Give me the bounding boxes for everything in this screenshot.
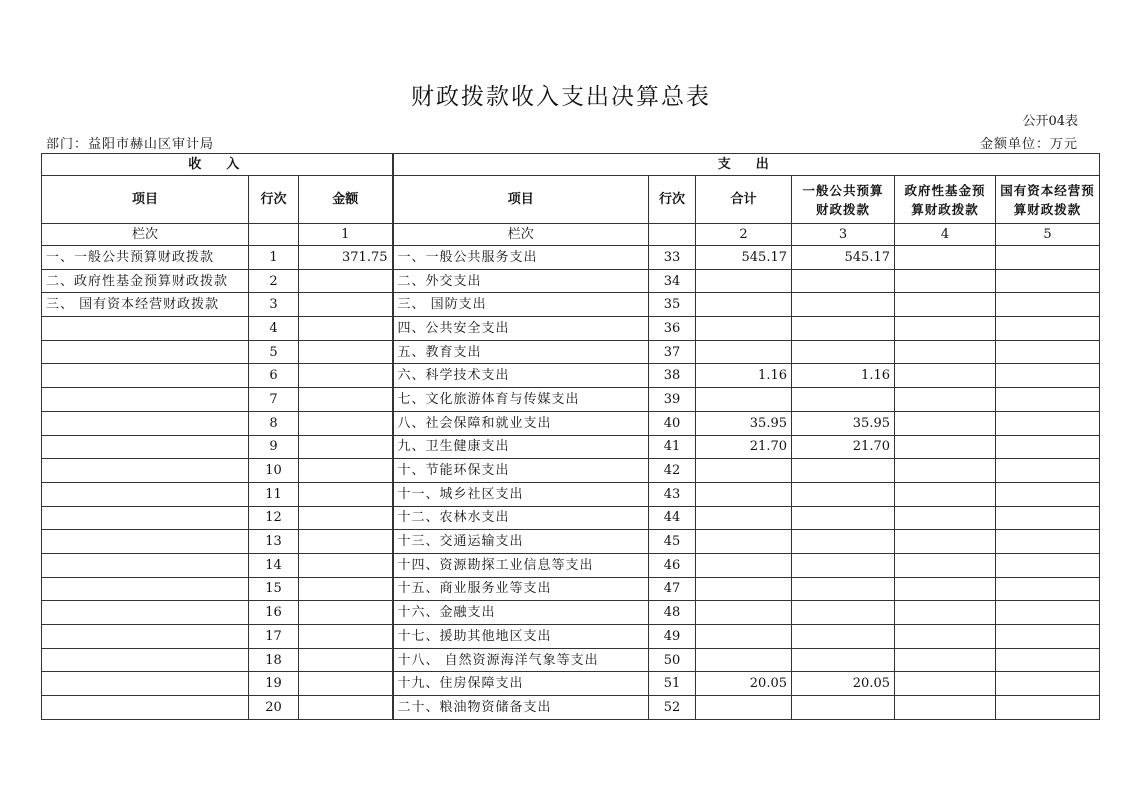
table-row (42, 459, 1100, 483)
general-budget-cell (792, 317, 895, 341)
expense-item-cell: 二十、粮油物资储备支出 (393, 696, 649, 720)
income-amount-cell (299, 340, 393, 364)
income-item-cell: 一、一般公共预算财政拨款 (42, 246, 249, 270)
income-line-cell: 5 (249, 340, 299, 364)
gov-fund-cell (895, 364, 996, 388)
expense-line-cell: 52 (649, 696, 696, 720)
expense-line-cell: 40 (649, 411, 696, 435)
income-item-cell (42, 577, 249, 601)
total-cell (696, 388, 792, 412)
general-budget-cell: 1.16 (792, 364, 895, 388)
state-capital-header: 国有资本经营预算财政拨款 (996, 176, 1100, 224)
income-line-cell: 14 (249, 553, 299, 577)
income-amount-cell: 371.75 (299, 246, 393, 270)
column-number-5: 5 (996, 224, 1100, 246)
general-budget-cell (792, 459, 895, 483)
table-row (42, 577, 1100, 601)
income-line-cell: 20 (249, 696, 299, 720)
income-line-cell: 6 (249, 364, 299, 388)
general-budget-cell (792, 553, 895, 577)
expense-item-cell: 二、外交支出 (393, 269, 649, 293)
table-row (42, 696, 1100, 720)
total-cell (696, 553, 792, 577)
total-cell (696, 577, 792, 601)
total-cell: 21.70 (696, 435, 792, 459)
expense-line-cell: 50 (649, 648, 696, 672)
gov-fund-cell (895, 648, 996, 672)
income-item-cell (42, 411, 249, 435)
expense-item-cell: 四、公共安全支出 (393, 317, 649, 341)
income-item-cell (42, 601, 249, 625)
expense-item-cell: 一、一般公共服务支出 (393, 246, 649, 270)
state-capital-cell (996, 482, 1100, 506)
income-line-cell: 17 (249, 625, 299, 649)
column-number-4: 4 (895, 224, 996, 246)
gov-fund-cell (895, 459, 996, 483)
general-budget-header: 一般公共预算财政拨款 (792, 176, 895, 224)
table-row (42, 435, 1100, 459)
total-cell: 35.95 (696, 411, 792, 435)
income-line-cell: 13 (249, 530, 299, 554)
expense-line-cell: 36 (649, 317, 696, 341)
state-capital-cell (996, 269, 1100, 293)
income-item-cell (42, 388, 249, 412)
income-line-cell: 19 (249, 672, 299, 696)
table-row (42, 648, 1100, 672)
general-budget-cell (792, 625, 895, 649)
table-row (42, 601, 1100, 625)
table-row (42, 553, 1100, 577)
income-amount-cell (299, 553, 393, 577)
expense-line-cell: 47 (649, 577, 696, 601)
table-row (42, 269, 1100, 293)
general-budget-cell: 545.17 (792, 246, 895, 270)
general-budget-cell: 35.95 (792, 411, 895, 435)
table-row (42, 411, 1100, 435)
table-row (42, 672, 1100, 696)
expense-item-cell: 九、卫生健康支出 (393, 435, 649, 459)
state-capital-cell (996, 672, 1100, 696)
income-item-cell (42, 364, 249, 388)
general-budget-cell: 20.05 (792, 672, 895, 696)
expense-item-cell: 十五、商业服务业等支出 (393, 577, 649, 601)
expense-item-header: 项目 (393, 176, 649, 224)
general-budget-cell (792, 482, 895, 506)
column-number-1: 1 (299, 224, 393, 246)
income-amount-cell (299, 648, 393, 672)
gov-fund-cell (895, 625, 996, 649)
gov-fund-cell (895, 530, 996, 554)
column-number-2: 2 (696, 224, 792, 246)
income-line-cell: 1 (249, 246, 299, 270)
income-item-cell (42, 317, 249, 341)
table-row (42, 340, 1100, 364)
income-line-cell: 15 (249, 577, 299, 601)
expense-line-cell: 42 (649, 459, 696, 483)
gov-fund-cell (895, 340, 996, 364)
form-number: 公开04表 (1022, 114, 1078, 129)
income-item-cell (42, 672, 249, 696)
total-cell (696, 269, 792, 293)
total-header: 合计 (696, 176, 792, 224)
income-line-cell: 11 (249, 482, 299, 506)
state-capital-cell (996, 435, 1100, 459)
total-cell (696, 293, 792, 317)
gov-fund-header: 政府性基金预算财政拨款 (895, 176, 996, 224)
expense-line-cell: 37 (649, 340, 696, 364)
state-capital-cell (996, 340, 1100, 364)
page-title: 财政拨款收入支出决算总表 (411, 84, 711, 110)
income-line-cell: 7 (249, 388, 299, 412)
gov-fund-cell (895, 317, 996, 341)
income-line-cell: 16 (249, 601, 299, 625)
expense-item-cell: 十六、金融支出 (393, 601, 649, 625)
general-budget-cell (792, 601, 895, 625)
income-amount-header: 金额 (299, 176, 393, 224)
income-amount-cell (299, 482, 393, 506)
income-item-cell (42, 530, 249, 554)
table-row (42, 293, 1100, 317)
expense-item-cell: 七、文化旅游体育与传媒支出 (393, 388, 649, 412)
expense-item-cell: 十二、农林水支出 (393, 506, 649, 530)
gov-fund-cell (895, 577, 996, 601)
general-budget-cell (792, 388, 895, 412)
expense-line-cell: 41 (649, 435, 696, 459)
total-cell (696, 625, 792, 649)
total-cell: 545.17 (696, 246, 792, 270)
expense-item-cell: 十八、 自然资源海洋气象等支出 (393, 648, 649, 672)
expense-line-cell: 46 (649, 553, 696, 577)
income-amount-cell (299, 506, 393, 530)
income-item-cell (42, 648, 249, 672)
table-row (42, 246, 1100, 270)
income-item-header: 项目 (42, 176, 249, 224)
state-capital-cell (996, 317, 1100, 341)
budget-summary-table (41, 153, 1100, 720)
income-amount-cell (299, 672, 393, 696)
expense-line-cell: 33 (649, 246, 696, 270)
general-budget-cell: 21.70 (792, 435, 895, 459)
general-budget-cell (792, 648, 895, 672)
general-budget-cell (792, 696, 895, 720)
income-item-cell (42, 482, 249, 506)
total-cell (696, 482, 792, 506)
income-amount-cell (299, 435, 393, 459)
expense-line-cell: 48 (649, 601, 696, 625)
income-item-cell (42, 625, 249, 649)
table-row (42, 506, 1100, 530)
income-amount-cell (299, 411, 393, 435)
gov-fund-cell (895, 672, 996, 696)
table-row (42, 364, 1100, 388)
state-capital-cell (996, 530, 1100, 554)
income-item-cell (42, 435, 249, 459)
table-row (42, 317, 1100, 341)
expense-line-cell: 51 (649, 672, 696, 696)
table-row (42, 530, 1100, 554)
expense-item-cell: 十三、交通运输支出 (393, 530, 649, 554)
income-section-header: 收 入 (42, 154, 393, 176)
state-capital-cell (996, 625, 1100, 649)
income-amount-cell (299, 364, 393, 388)
income-line-cell: 2 (249, 269, 299, 293)
state-capital-cell (996, 246, 1100, 270)
table-row (42, 625, 1100, 649)
income-amount-cell (299, 388, 393, 412)
income-line-cell: 9 (249, 435, 299, 459)
table-row (42, 482, 1100, 506)
gov-fund-cell (895, 246, 996, 270)
expense-item-cell: 十七、援助其他地区支出 (393, 625, 649, 649)
total-cell (696, 506, 792, 530)
gov-fund-cell (895, 506, 996, 530)
department-label: 部门：益阳市赫山区审计局 (46, 137, 215, 152)
expense-section-header: 支 出 (393, 154, 1100, 176)
gov-fund-cell (895, 269, 996, 293)
gov-fund-cell (895, 482, 996, 506)
expense-item-cell: 三、 国防支出 (393, 293, 649, 317)
expense-line-cell: 49 (649, 625, 696, 649)
gov-fund-cell (895, 411, 996, 435)
expense-line-cell: 39 (649, 388, 696, 412)
income-item-cell (42, 696, 249, 720)
state-capital-cell (996, 364, 1100, 388)
income-item-cell (42, 340, 249, 364)
state-capital-cell (996, 553, 1100, 577)
income-amount-cell (299, 317, 393, 341)
expense-line-cell: 34 (649, 269, 696, 293)
general-budget-cell (792, 269, 895, 293)
general-budget-cell (792, 340, 895, 364)
expense-item-cell: 六、科学技术支出 (393, 364, 649, 388)
income-amount-cell (299, 696, 393, 720)
state-capital-cell (996, 388, 1100, 412)
expense-item-cell: 八、社会保障和就业支出 (393, 411, 649, 435)
state-capital-cell (996, 459, 1100, 483)
income-amount-cell (299, 293, 393, 317)
income-line-header: 行次 (249, 176, 299, 224)
income-amount-cell (299, 625, 393, 649)
income-line-cell: 12 (249, 506, 299, 530)
state-capital-cell (996, 648, 1100, 672)
income-line-cell: 18 (249, 648, 299, 672)
amount-unit-label: 金额单位：万元 (979, 137, 1078, 152)
income-item-cell (42, 553, 249, 577)
income-amount-cell (299, 269, 393, 293)
gov-fund-cell (895, 388, 996, 412)
expense-column-label: 栏次 (393, 224, 649, 246)
expense-item-cell: 十一、城乡社区支出 (393, 482, 649, 506)
state-capital-cell (996, 577, 1100, 601)
expense-line-header: 行次 (649, 176, 696, 224)
expense-line-cell: 35 (649, 293, 696, 317)
income-column-label: 栏次 (42, 224, 249, 246)
expense-item-cell: 五、教育支出 (393, 340, 649, 364)
income-amount-cell (299, 601, 393, 625)
expense-item-cell: 十九、住房保障支出 (393, 672, 649, 696)
gov-fund-cell (895, 601, 996, 625)
expense-item-cell: 十、节能环保支出 (393, 459, 649, 483)
state-capital-cell (996, 696, 1100, 720)
income-amount-cell (299, 577, 393, 601)
income-line-cell: 10 (249, 459, 299, 483)
state-capital-cell (996, 411, 1100, 435)
total-cell: 1.16 (696, 364, 792, 388)
general-budget-cell (792, 506, 895, 530)
table-row (42, 388, 1100, 412)
income-line-cell: 3 (249, 293, 299, 317)
total-cell: 20.05 (696, 672, 792, 696)
expense-line-cell: 38 (649, 364, 696, 388)
expense-line-cell: 44 (649, 506, 696, 530)
total-cell (696, 317, 792, 341)
total-cell (696, 696, 792, 720)
state-capital-cell (996, 293, 1100, 317)
income-amount-cell (299, 459, 393, 483)
total-cell (696, 530, 792, 554)
gov-fund-cell (895, 696, 996, 720)
income-amount-cell (299, 530, 393, 554)
income-item-cell (42, 506, 249, 530)
column-number-3: 3 (792, 224, 895, 246)
total-cell (696, 648, 792, 672)
total-cell (696, 601, 792, 625)
expense-line-cell: 45 (649, 530, 696, 554)
gov-fund-cell (895, 553, 996, 577)
state-capital-cell (996, 601, 1100, 625)
general-budget-cell (792, 577, 895, 601)
expense-item-cell: 十四、资源勘探工业信息等支出 (393, 553, 649, 577)
income-line-cell: 4 (249, 317, 299, 341)
income-line-cell: 8 (249, 411, 299, 435)
total-cell (696, 459, 792, 483)
income-item-cell (42, 459, 249, 483)
income-item-cell: 二、政府性基金预算财政拨款 (42, 269, 249, 293)
general-budget-cell (792, 530, 895, 554)
income-item-cell: 三、 国有资本经营财政拨款 (42, 293, 249, 317)
expense-line-cell: 43 (649, 482, 696, 506)
state-capital-cell (996, 506, 1100, 530)
general-budget-cell (792, 293, 895, 317)
gov-fund-cell (895, 293, 996, 317)
total-cell (696, 340, 792, 364)
gov-fund-cell (895, 435, 996, 459)
